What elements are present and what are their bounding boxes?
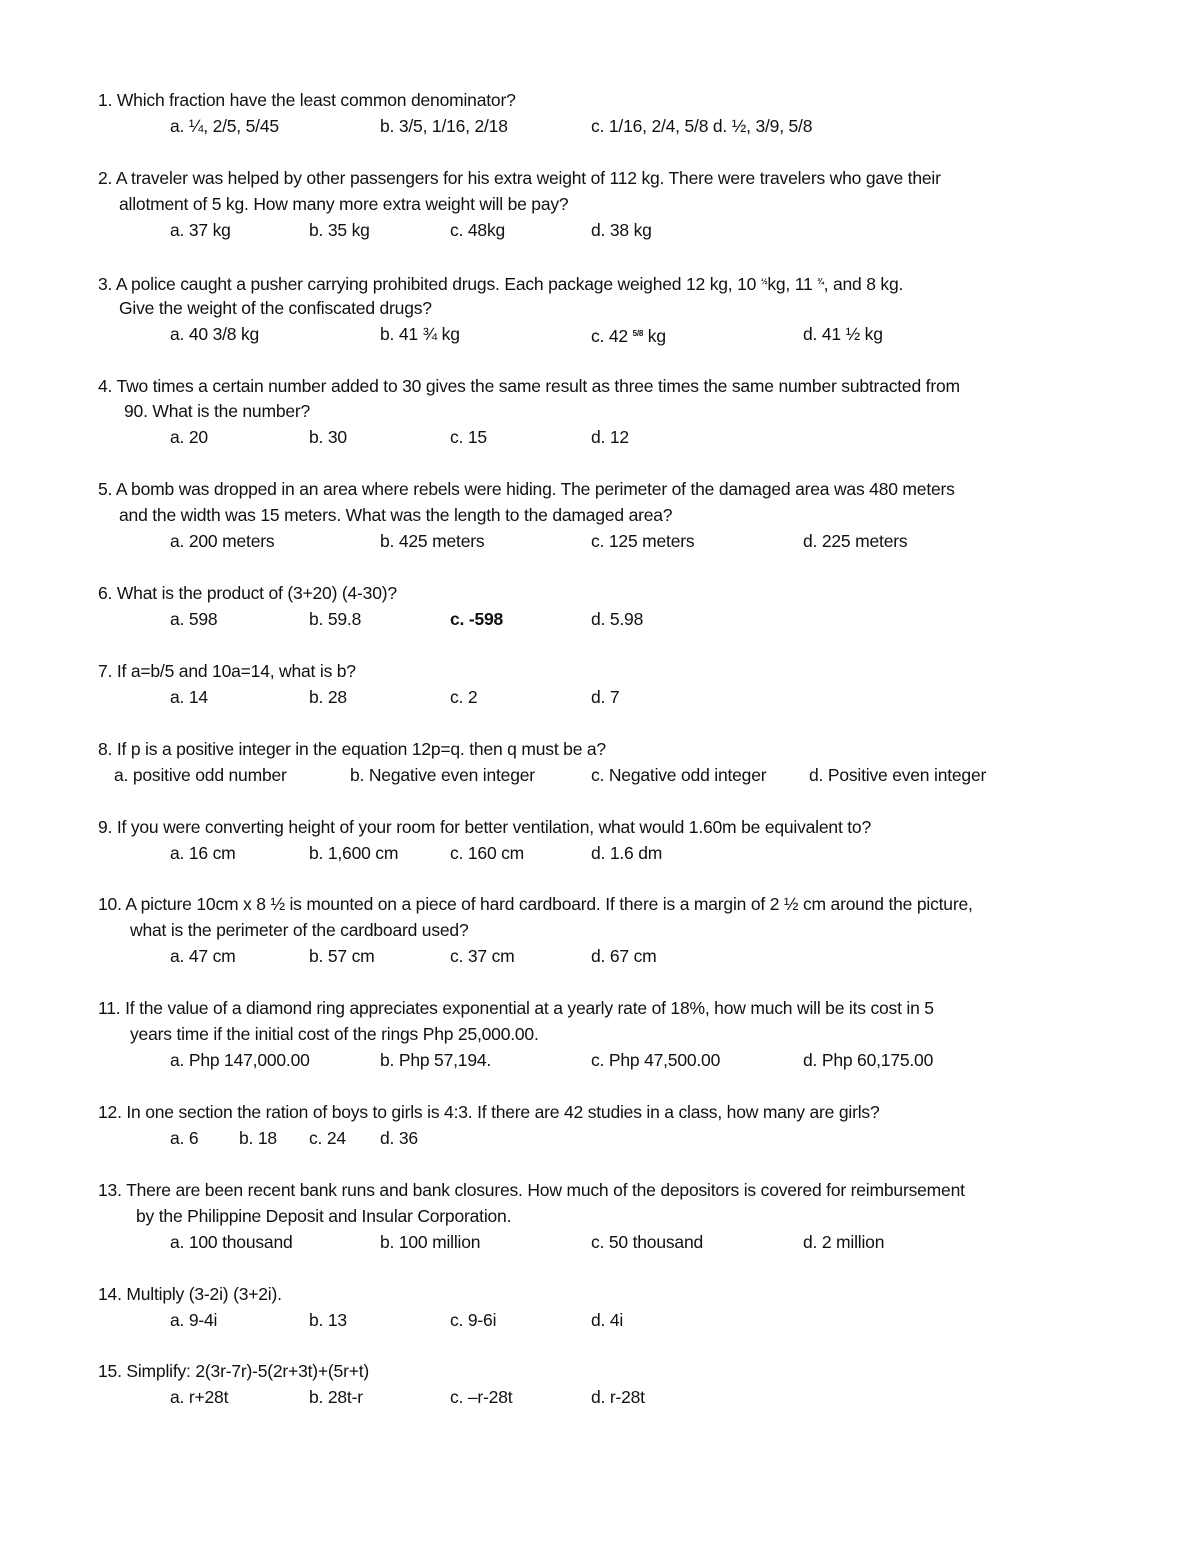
question-8-text: 8. If p is a positive integer in the equation 12p=q. then q must be a? bbox=[98, 739, 606, 759]
question-4-text: 4. Two times a certain number added to 30 gives the same result as three times the same number subtracted from bbox=[98, 376, 960, 396]
q3-option-d: d. 41 ½ kg bbox=[803, 324, 883, 344]
q14-option-a: a. 9-4i bbox=[170, 1310, 218, 1330]
q2-option-c: c. 48kg bbox=[450, 220, 506, 240]
q7-option-b: b. 28 bbox=[309, 687, 347, 707]
q13-option-d: d. 2 million bbox=[803, 1232, 885, 1252]
q9-option-a: a. 16 cm bbox=[170, 843, 236, 863]
question-3-text bbox=[98, 271, 903, 295]
question-11-text-cont: years time if the initial cost of the rings Php 25,000.00. bbox=[130, 1024, 539, 1044]
q3-fraction-1: ½ bbox=[760, 277, 768, 286]
q6-option-d: d. 5.98 bbox=[591, 609, 644, 629]
question-14-text: 14. Multiply (3-2i) (3+2i). bbox=[98, 1284, 282, 1304]
q3-fraction-2: ¾ bbox=[817, 277, 824, 286]
q3-option-a: a. 40 3/8 kg bbox=[170, 324, 260, 344]
q8-option-a: a. positive odd number bbox=[114, 765, 287, 785]
question-13-text: 13. There are been recent bank runs and bank closures. How much of the depositors is covered for reimbursement bbox=[98, 1180, 965, 1200]
q3-option-c bbox=[591, 323, 666, 347]
q7-option-d: d. 7 bbox=[591, 687, 620, 707]
q3-option-c-fraction: 5/8 bbox=[632, 329, 644, 338]
q9-option-c: c. 160 cm bbox=[450, 843, 525, 863]
q3-text-part-3: , and 8 kg. bbox=[823, 274, 904, 294]
question-7-text: 7. If a=b/5 and 10a=14, what is b? bbox=[98, 661, 356, 681]
q5-option-a: a. 200 meters bbox=[170, 531, 275, 551]
q2-option-b: b. 35 kg bbox=[309, 220, 370, 240]
q8-option-c: c. Negative odd integer bbox=[591, 765, 767, 785]
q9-option-d: d. 1.6 dm bbox=[591, 843, 663, 863]
q13-option-b: b. 100 million bbox=[380, 1232, 481, 1252]
q8-option-d: d. Positive even integer bbox=[809, 765, 987, 785]
q1-option-a: a. ¼, 2/5, 5/45 bbox=[170, 116, 279, 136]
q3-option-c-part-1: c. 42 bbox=[591, 326, 633, 346]
q14-option-b: b. 13 bbox=[309, 1310, 347, 1330]
q4-option-b: b. 30 bbox=[309, 427, 347, 447]
question-11-text: 11. If the value of a diamond ring appreciates exponential at a yearly rate of 18%, how much will be its cost in 5 bbox=[98, 998, 934, 1018]
q10-option-b: b. 57 cm bbox=[309, 946, 375, 966]
question-13-text-cont: by the Philippine Deposit and Insular Corporation. bbox=[136, 1206, 512, 1226]
q5-option-d: d. 225 meters bbox=[803, 531, 908, 551]
q5-option-c: c. 125 meters bbox=[591, 531, 695, 551]
q12-option-b: b. 18 bbox=[239, 1128, 277, 1148]
q7-option-c: c. 2 bbox=[450, 687, 478, 707]
question-6-text: 6. What is the product of (3+20) (4-30)? bbox=[98, 583, 397, 603]
question-15-text: 15. Simplify: 2(3r-7r)-5(2r+3t)+(5r+t) bbox=[98, 1361, 370, 1381]
q6-option-b: b. 59.8 bbox=[309, 609, 362, 629]
question-5-text-cont: and the width was 15 meters. What was the length to the damaged area? bbox=[119, 505, 673, 525]
question-12-text: 12. In one section the ration of boys to girls is 4:3. If there are 42 studies in a class, how many are girls? bbox=[98, 1102, 880, 1122]
question-5-text: 5. A bomb was dropped in an area where rebels were hiding. The perimeter of the damaged area was 480 meters bbox=[98, 479, 955, 499]
q7-option-a: a. 14 bbox=[170, 687, 208, 707]
q6-option-c-highlighted: c. -598 bbox=[450, 609, 504, 629]
q13-option-a: a. 100 thousand bbox=[170, 1232, 293, 1252]
q2-option-a: a. 37 kg bbox=[170, 220, 231, 240]
q11-option-a: a. Php 147,000.00 bbox=[170, 1050, 310, 1070]
question-4-text-cont: 90. What is the number? bbox=[124, 401, 311, 421]
question-3-text-cont: Give the weight of the confiscated drugs? bbox=[119, 298, 432, 318]
question-10-text: 10. A picture 10cm x 8 ½ is mounted on a piece of hard cardboard. If there is a margin of 2 ½ cm around the picture, bbox=[98, 894, 973, 914]
q10-option-c: c. 37 cm bbox=[450, 946, 515, 966]
q6-option-a: a. 598 bbox=[170, 609, 218, 629]
question-2-text-cont: allotment of 5 kg. How many more extra weight will be pay? bbox=[119, 194, 569, 214]
q13-option-c: c. 50 thousand bbox=[591, 1232, 704, 1252]
q4-option-c: c. 15 bbox=[450, 427, 487, 447]
q10-option-a: a. 47 cm bbox=[170, 946, 236, 966]
q14-option-d: d. 4i bbox=[591, 1310, 624, 1330]
q12-option-c: c. 24 bbox=[309, 1128, 346, 1148]
q10-option-d: d. 67 cm bbox=[591, 946, 657, 966]
question-1-text: 1. Which fraction have the least common denominator? bbox=[98, 90, 516, 110]
q4-option-a: a. 20 bbox=[170, 427, 208, 447]
q12-option-a: a. 6 bbox=[170, 1128, 199, 1148]
question-9-text: 9. If you were converting height of your room for better ventilation, what would 1.60m be equivalent to? bbox=[98, 817, 871, 837]
q1-option-b: b. 3/5, 1/16, 2/18 bbox=[380, 116, 508, 136]
q12-option-d: d. 36 bbox=[380, 1128, 418, 1148]
q3-text-part-1: 3. A police caught a pusher carrying prohibited drugs. Each package weighed 12 kg, 10 bbox=[98, 274, 761, 294]
question-10-text-cont: what is the perimeter of the cardboard used? bbox=[130, 920, 469, 940]
q11-option-b: b. Php 57,194. bbox=[380, 1050, 492, 1070]
q15-option-c: c. –r-28t bbox=[450, 1387, 513, 1407]
q1-option-c-d: c. 1/16, 2/4, 5/8 d. ½, 3/9, 5/8 bbox=[591, 116, 813, 136]
q11-option-c: c. Php 47,500.00 bbox=[591, 1050, 721, 1070]
question-2-text: 2. A traveler was helped by other passengers for his extra weight of 112 kg. There were travelers who gave their bbox=[98, 168, 941, 188]
q15-option-d: d. r-28t bbox=[591, 1387, 645, 1407]
q4-option-d: d. 12 bbox=[591, 427, 629, 447]
q2-option-d: d. 38 kg bbox=[591, 220, 652, 240]
q3-option-c-part-2: kg bbox=[643, 326, 666, 346]
q5-option-b: b. 425 meters bbox=[380, 531, 485, 551]
q8-option-b: b. Negative even integer bbox=[350, 765, 535, 785]
q15-option-a: a. r+28t bbox=[170, 1387, 229, 1407]
q15-option-b: b. 28t-r bbox=[309, 1387, 363, 1407]
q3-option-b: b. 41 ¾ kg bbox=[380, 324, 460, 344]
q9-option-b: b. 1,600 cm bbox=[309, 843, 399, 863]
q3-text-part-2: kg, 11 bbox=[767, 274, 818, 294]
q14-option-c: c. 9-6i bbox=[450, 1310, 497, 1330]
q11-option-d: d. Php 60,175.00 bbox=[803, 1050, 934, 1070]
